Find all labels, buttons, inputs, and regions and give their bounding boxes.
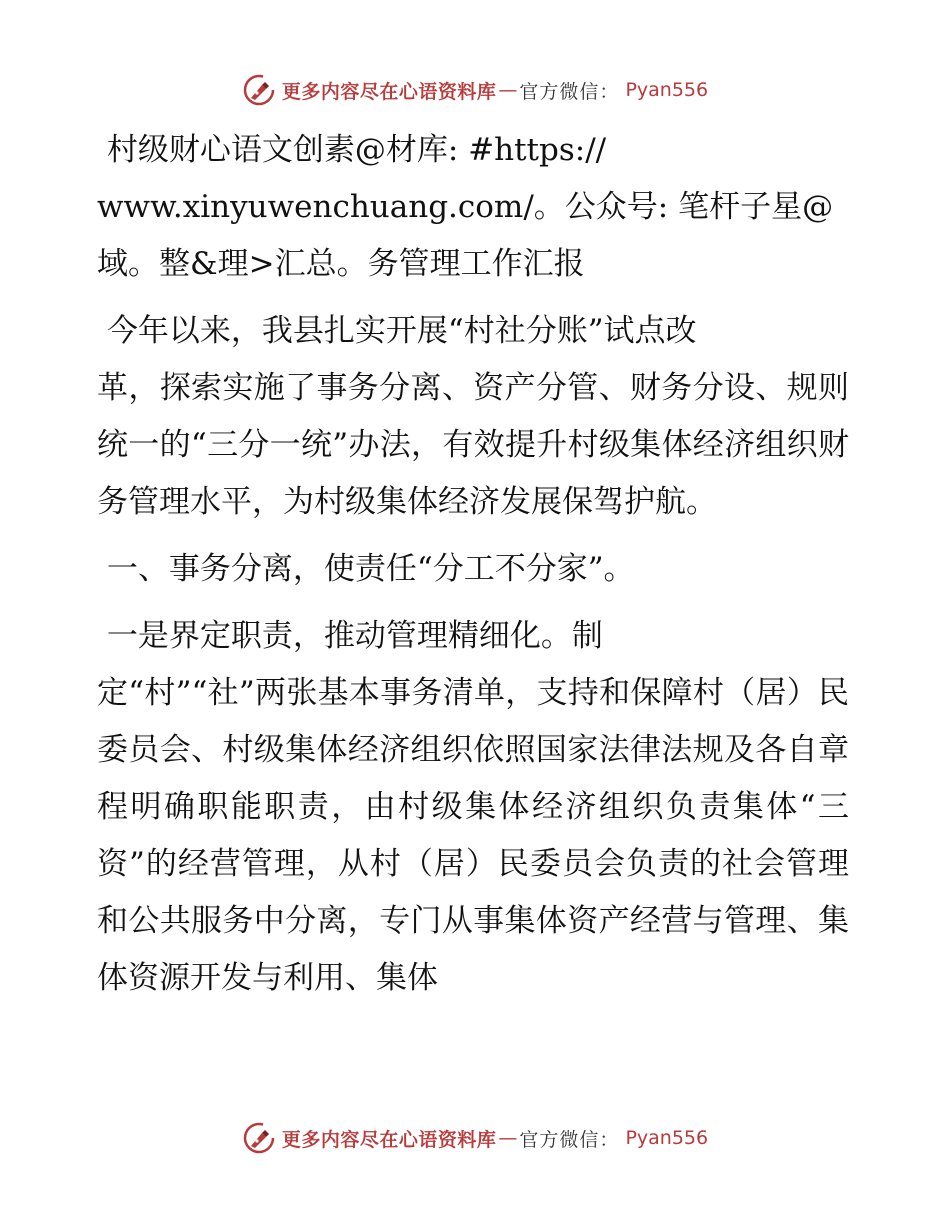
pen-nib-logo-icon — [242, 1121, 276, 1155]
banner-promo-text: 更多内容尽在心语资料库 — [281, 1128, 497, 1151]
banner-dash: — — [498, 1127, 518, 1149]
header-banner — [0, 70, 950, 110]
section-point-paragraph: 一是界定职责，推动管理精细化。制 定“村”“社”两张基本事务清单，支持和保障村（居）民委员会、村级集体经济组织依照国家法律法规及各自章程明确职能职责，由村级集体经济组织负责集体“三资”的经营管理，从村（居）民委员会负责的社会管理和公共服务中分离，专门从事集体资产经营与管理、集体资源开发与利用、集体 — [97, 618, 849, 996]
intro-paragraph: 今年以来，我县扎实开展“村社分账”试点改 革，探索实施了事务分离、资产分管、财务分设、规则统一的“三分一统”办法，有效提升村级集体经济组织财务管理水平，为村级集体经济发展保驾护航。 — [97, 313, 849, 520]
banner-dash: — — [498, 79, 518, 101]
document-title: 村级财心语文创素@材库: #https:// www.xinyuwenchuang.com/。公众号: 笔杆子星@ 域。整&理>汇总。务管理工作汇报 — [97, 132, 834, 282]
banner-promo-text: 更多内容尽在心语资料库 — [281, 80, 497, 103]
section-heading: 一、事务分离，使责任“分工不分家”。 — [97, 551, 635, 587]
banner-wechat-id: Pyan556 — [625, 1127, 709, 1149]
banner-official-label: 官方微信： — [519, 1128, 620, 1151]
document-body — [97, 122, 849, 1017]
banner-official-label: 官方微信： — [519, 80, 620, 103]
footer-banner — [0, 1118, 950, 1158]
pen-nib-logo-icon — [242, 73, 276, 107]
banner-wechat-id: Pyan556 — [625, 79, 709, 101]
